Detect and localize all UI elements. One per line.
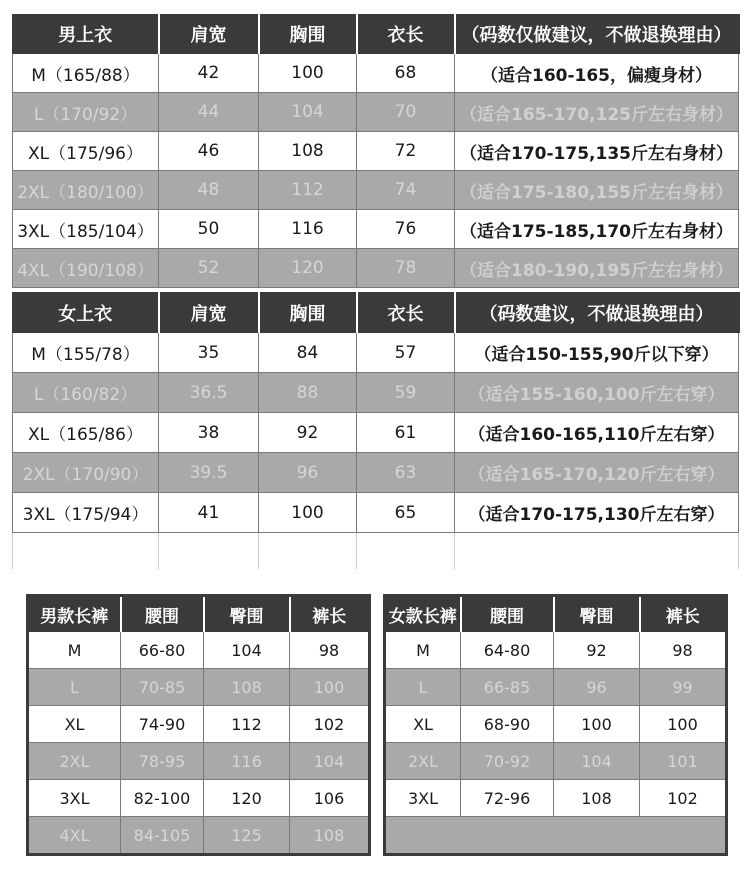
shoulder-cell: 52	[159, 249, 259, 288]
size-cell: XL	[385, 706, 461, 743]
header-cell: 肩宽	[159, 293, 259, 333]
shoulder-cell: 36.5	[159, 373, 259, 413]
shoulder-cell: 46	[159, 132, 259, 171]
table-header-row	[13, 15, 739, 54]
shoulder-cell: 38	[159, 413, 259, 453]
table-row	[28, 743, 370, 780]
shoulder-cell: 48	[159, 171, 259, 210]
size-cell: XL（165/86）	[13, 413, 159, 453]
fit-cell: （适合180-190,195斤左右身材）	[455, 249, 739, 288]
fit-cell: （适合175-185,170斤左右身材）	[455, 210, 739, 249]
table-row	[13, 54, 739, 93]
length-cell: 68	[357, 54, 455, 93]
chest-cell: 112	[259, 171, 357, 210]
table-row	[13, 373, 739, 413]
women-pants-size-table	[383, 594, 728, 856]
header-cell: 肩宽	[159, 15, 259, 54]
length-cell: 76	[357, 210, 455, 249]
length-cell: 102	[640, 780, 727, 817]
size-cell: M	[385, 632, 461, 669]
header-cell: 女款长裤	[385, 596, 461, 632]
size-cell: L	[28, 669, 121, 706]
table-row	[13, 453, 739, 493]
size-cell: XL	[28, 706, 121, 743]
waist-cell: 64-80	[461, 632, 554, 669]
header-cell: 腰围	[461, 596, 554, 632]
women-tops-size-table	[12, 292, 740, 569]
size-cell: 2XL	[385, 743, 461, 780]
size-cell: M（155/78）	[13, 333, 159, 373]
length-cell: 98	[640, 632, 727, 669]
size-cell: 4XL（190/108）	[13, 249, 159, 288]
length-cell: 78	[357, 249, 455, 288]
size-cell: XL（175/96）	[13, 132, 159, 171]
length-cell: 61	[357, 413, 455, 453]
table-header-row	[385, 596, 727, 632]
header-cell: 衣长	[357, 293, 455, 333]
hip-cell: 125	[204, 817, 290, 855]
empty-cell	[13, 533, 159, 570]
table-row	[13, 493, 739, 533]
table-row	[385, 632, 727, 669]
table-row	[385, 706, 727, 743]
length-cell: 74	[357, 171, 455, 210]
size-cell: 3XL	[385, 780, 461, 817]
header-cell: 臀围	[204, 596, 290, 632]
table-row	[385, 743, 727, 780]
fit-cell: （适合170-175,130斤左右穿）	[455, 493, 739, 533]
waist-cell: 70-85	[121, 669, 204, 706]
chest-cell: 96	[259, 453, 357, 493]
fit-cell: （适合150-155,90斤以下穿）	[455, 333, 739, 373]
hip-cell: 104	[204, 632, 290, 669]
table-row	[13, 333, 739, 373]
table-row	[28, 817, 370, 855]
hip-cell: 108	[204, 669, 290, 706]
fit-cell: （适合175-180,155斤左右身材）	[455, 171, 739, 210]
waist-cell: 70-92	[461, 743, 554, 780]
table-row	[13, 171, 739, 210]
size-cell: 2XL（170/90）	[13, 453, 159, 493]
shoulder-cell: 35	[159, 333, 259, 373]
size-cell: 2XL	[28, 743, 121, 780]
table-row	[13, 413, 739, 453]
table-header-row	[28, 596, 370, 632]
waist-cell: 66-80	[121, 632, 204, 669]
waist-cell: 72-96	[461, 780, 554, 817]
hip-cell: 96	[554, 669, 640, 706]
empty-row	[385, 817, 727, 855]
header-cell: 胸围	[259, 15, 357, 54]
table-row	[28, 780, 370, 817]
header-cell: 男款长裤	[28, 596, 121, 632]
hip-cell: 104	[554, 743, 640, 780]
table-row	[13, 249, 739, 288]
size-cell: L（170/92）	[13, 93, 159, 132]
waist-cell: 82-100	[121, 780, 204, 817]
size-cell: M	[28, 632, 121, 669]
shoulder-cell: 39.5	[159, 453, 259, 493]
hip-cell: 116	[204, 743, 290, 780]
header-cell: 男上衣	[13, 15, 159, 54]
empty-cell	[259, 533, 357, 570]
header-cell: （码数仅做建议，不做退换理由）	[455, 15, 739, 54]
empty-row	[13, 533, 739, 570]
size-cell: M（165/88）	[13, 54, 159, 93]
fit-cell: （适合155-160,100斤左右穿）	[455, 373, 739, 413]
fit-cell: （适合160-165,110斤左右穿）	[455, 413, 739, 453]
size-cell: 4XL	[28, 817, 121, 855]
fit-cell: （适合160-165，偏瘦身材）	[455, 54, 739, 93]
header-cell: 裤长	[290, 596, 370, 632]
fit-cell: （适合165-170,120斤左右穿）	[455, 453, 739, 493]
size-cell: 3XL（185/104）	[13, 210, 159, 249]
size-cell: L	[385, 669, 461, 706]
table-row	[28, 632, 370, 669]
table-row	[28, 669, 370, 706]
header-cell: 女上衣	[13, 293, 159, 333]
shoulder-cell: 41	[159, 493, 259, 533]
table-row	[385, 669, 727, 706]
length-cell: 102	[290, 706, 370, 743]
waist-cell: 78-95	[121, 743, 204, 780]
hip-cell: 100	[554, 706, 640, 743]
size-cell: L（160/82）	[13, 373, 159, 413]
empty-cell	[159, 533, 259, 570]
length-cell: 104	[290, 743, 370, 780]
header-cell: （码数建议，不做退换理由）	[455, 293, 739, 333]
length-cell: 101	[640, 743, 727, 780]
chest-cell: 120	[259, 249, 357, 288]
hip-cell: 92	[554, 632, 640, 669]
table-row	[13, 93, 739, 132]
chest-cell: 84	[259, 333, 357, 373]
fit-cell: （适合170-175,135斤左右身材）	[455, 132, 739, 171]
header-cell: 腰围	[121, 596, 204, 632]
length-cell: 98	[290, 632, 370, 669]
length-cell: 100	[290, 669, 370, 706]
empty-cell	[385, 817, 727, 855]
table-row	[13, 210, 739, 249]
length-cell: 63	[357, 453, 455, 493]
length-cell: 70	[357, 93, 455, 132]
header-cell: 裤长	[640, 596, 727, 632]
size-cell: 3XL	[28, 780, 121, 817]
header-cell: 胸围	[259, 293, 357, 333]
length-cell: 100	[640, 706, 727, 743]
men-pants-size-table	[26, 594, 371, 856]
empty-cell	[357, 533, 455, 570]
shoulder-cell: 44	[159, 93, 259, 132]
chest-cell: 88	[259, 373, 357, 413]
chest-cell: 92	[259, 413, 357, 453]
men-tops-size-table	[12, 14, 740, 288]
size-cell: 3XL（175/94）	[13, 493, 159, 533]
hip-cell: 120	[204, 780, 290, 817]
shoulder-cell: 50	[159, 210, 259, 249]
length-cell: 72	[357, 132, 455, 171]
length-cell: 57	[357, 333, 455, 373]
size-cell: 2XL（180/100）	[13, 171, 159, 210]
chest-cell: 108	[259, 132, 357, 171]
header-cell: 衣长	[357, 15, 455, 54]
hip-cell: 108	[554, 780, 640, 817]
empty-cell	[455, 533, 739, 570]
hip-cell: 112	[204, 706, 290, 743]
header-cell: 臀围	[554, 596, 640, 632]
chest-cell: 104	[259, 93, 357, 132]
chest-cell: 100	[259, 493, 357, 533]
shoulder-cell: 42	[159, 54, 259, 93]
length-cell: 59	[357, 373, 455, 413]
length-cell: 108	[290, 817, 370, 855]
fit-cell: （适合165-170,125斤左右身材）	[455, 93, 739, 132]
waist-cell: 84-105	[121, 817, 204, 855]
waist-cell: 66-85	[461, 669, 554, 706]
table-row	[385, 780, 727, 817]
length-cell: 106	[290, 780, 370, 817]
length-cell: 99	[640, 669, 727, 706]
table-row	[13, 132, 739, 171]
length-cell: 65	[357, 493, 455, 533]
chest-cell: 116	[259, 210, 357, 249]
table-row	[28, 706, 370, 743]
waist-cell: 68-90	[461, 706, 554, 743]
waist-cell: 74-90	[121, 706, 204, 743]
chest-cell: 100	[259, 54, 357, 93]
table-header-row	[13, 293, 739, 333]
